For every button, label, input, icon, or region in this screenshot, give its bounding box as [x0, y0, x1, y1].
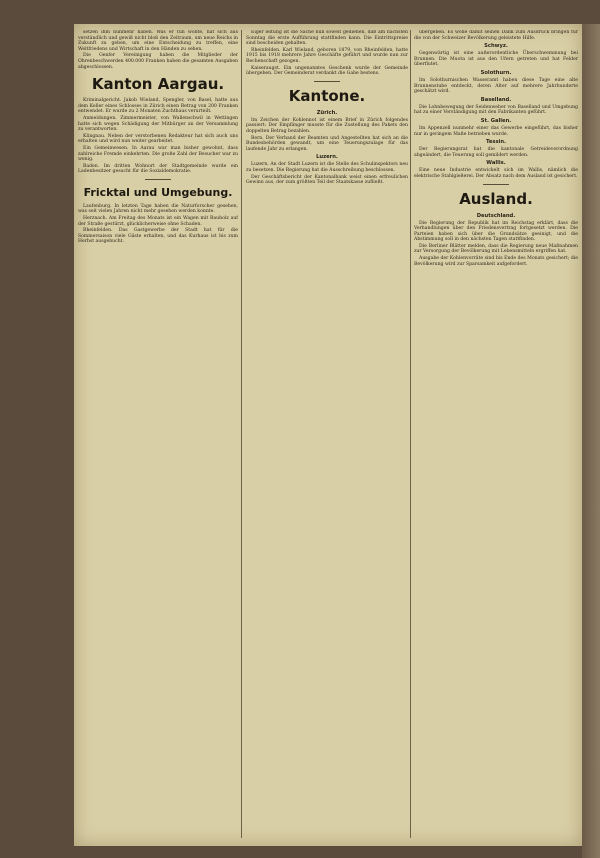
paragraph: Eiger leitung ist die Sache nun soweit gediehen, daß am nächsten Sonntag die erste Aufführung stattfinden kann. Die Eintrittspreise sind bescheiden gehalten.	[246, 30, 408, 47]
paragraph: Eine neue Industrie entwickelt sich im Wallis, nämlich die elektrische Stahlgießerei. Der Absatz nach dem Ausland ist gesichert.	[414, 168, 578, 179]
paragraph: Kaiseraugst. Ein ungenanntes Geschenk wurde der Gemeinde übergeben. Der Gemeinderat verdankt die Gabe bestens.	[246, 65, 408, 77]
subheading-deutschland: Deutschland.	[476, 212, 516, 219]
column-rule	[410, 30, 411, 838]
subheading-wallis: Wallis.	[486, 160, 506, 167]
column-rule	[241, 30, 242, 838]
paragraph: Ausgabe der Kohlenvorräte sind bis Ende des Monats gesichert; die Bevölkerung wird zur Sparsamkeit aufgefordert.	[414, 256, 578, 267]
paragraph: Der Regierungsrat hat die kantonale Getreideverordnung abgeändert, die Teuerung soll gemildert werden.	[414, 147, 578, 158]
paragraph: Die Berliner Blätter melden, dass die Regierung neue Maßnahmen zur Versorgung der Bevölkerung mit Lebensmitteln ergriffen hat.	[414, 243, 578, 255]
paragraph: Anmeldungen. Zimmermeister, von Wallenschwil in Wettingen hatte sich wegen Schädigung der Mitbürger an der Versammlung zu verantworten.	[78, 115, 238, 133]
newspaper-page	[74, 24, 582, 846]
paragraph: Bern. Der Verband der Beamten und Angestellten hat sich an die Bundesbehörden gewandt, um eine Teuerungszulage für das laufende Jahr zu erlangen.	[246, 135, 408, 152]
paragraph: Im Solothurnischen Wasseramt haben diese Tage eine alte Brunnenstube entdeckt, deren Alter auf mehrere Jahrhunderte geschätzt wird.	[414, 77, 578, 95]
subheading-luzern: Luzern.	[316, 154, 338, 161]
paragraph: Im Appenzell nunmehr einer das Gewerbe eingeführt, das bisher nur in geringem Maße betrieben wurde.	[414, 125, 578, 137]
divider	[314, 81, 340, 82]
paragraph: Luzern. An der Stadt Luzern ist die Stelle des Schulinspektors neu zu besetzen. Die Regierung hat die Ausschreibung beschlossen.	[246, 162, 408, 173]
paragraph: Rheinfelden. Karl Wieland, geboren 1879, von Rheinfelden, hatte 1915 bis 1918 mehrere Jahre Geschäfte geführt und wurde nun zur Rechenschaft gezogen.	[246, 47, 408, 64]
divider	[145, 179, 171, 180]
paragraph: Die Lohnbewegung der Seidenweber von Baselland und Umgebung hat zu einer Verständigung mit den Fabrikanten geführt.	[414, 104, 578, 116]
heading-ausland: Ausland.	[459, 189, 533, 208]
column-right	[414, 30, 578, 840]
paragraph: Rheinfelden. Das Gastgewerbe der Stadt hat für die Sommersaison viele Gäste erhalten, und das Kurhaus ist bis zum Herbst ausgebucht.	[78, 228, 238, 245]
paragraph: Gegenwärtig ist eine außerordentliche Überschwemmung bei Brunnen. Die Muota ist aus den Ufern getreten und hat Felder überflutet.	[414, 51, 578, 68]
paragraph: Klingnau. Neben der verstorbenen Redakteur hat sich auch uns erhalten und wird nun weiter gearbeitet.	[78, 133, 238, 145]
paragraph: Die Genfer Vereinigung haben die Mitglieder der Ohrenbeschwerden 400.000 Franken haben die gesamten Ausgaben abgeschlossen.	[78, 53, 238, 70]
book-binding	[582, 24, 600, 858]
paragraph: übergeben. Es wolle damit seinen Dank zum Ausdruck bringen für die von der Schweizer Bevölkerung geleistete Hilfe.	[414, 30, 578, 41]
subheading-schwyz: Schwyz.	[484, 43, 508, 50]
paragraph: Laufenburg. In letzten Tage haben die Naturforscher gesehen, was seit vielen Jahren nicht mehr gesehen werden konnte.	[78, 203, 238, 215]
column-middle	[246, 30, 408, 840]
subheading-solothurn: Solothurn.	[480, 69, 512, 76]
paragraph: Herznach. Am Freitag des Monats ist ein Wagen mit Bauholz auf der Straße gestürzt, glücklicherweise ohne Schaden.	[78, 216, 238, 227]
subheading-tessin: Tessin.	[486, 139, 506, 146]
heading-kanton-aargau: Kanton Aargau.	[91, 75, 225, 94]
subheading-zurich: Zürich.	[316, 109, 338, 116]
paragraph: Die Regierung der Republik hat im Reichstag erklärt, dass die Verhandlungen über den Friedensvertrag fortgesetzt werden. Die Parteien haben sich über die Grundsätze geeinigt, und die Abstimmung soll in den nächsten Tagen stattfinden.	[414, 220, 578, 243]
divider	[483, 184, 509, 185]
paragraph: setzen ihm nunmehr haben. Was er tun wollte, hat sich aus verständlich und gewiß nicht bloß den Zeitraum, um neue Reichs in Zukunft zu geben, um eine Entscheidung zu treffen, eine Weltfriedens und Wirtschaft in den Händen zu sehen.	[78, 30, 238, 52]
paragraph: Der Geschäftsbericht der Kantonalbank weist einen erfreulichen Gewinn aus, der zum größten Teil der Staatskasse zufließt.	[246, 174, 408, 186]
heading-kantone: Kantone.	[288, 86, 366, 105]
column-left	[78, 30, 238, 840]
paragraph: Kriminalgericht. Jakob Wieland, Spengler, von Basel, hatte aus dem Keller eines Schlosses in Zürich einen Betrag von 200 Franken entwendet. Er wurde zu 2 Monaten Zuchthaus verurteilt.	[78, 98, 238, 115]
subheading-st-gallen: St. Gallen.	[480, 117, 512, 124]
paragraph: Ein Gemeinwesen. In Aarau war man bisher gewohnt, dass zahlreiche Fremde einkehrten. Die große Zahl der Besucher war zu wenig.	[78, 145, 238, 163]
paragraph: Im Zeichen der Kohlennot ist einem Brief in Zürich folgendes passiert: Der Empfänger musste für die Zustellung des Pakets den doppelten Betrag bezahlen.	[246, 117, 408, 134]
heading-fricktal: Fricktal und Umgebung.	[83, 185, 233, 199]
paragraph: Baden. Im dritten Wohnort der Stadtgemeinde wurde ein Ladenbesitzer gesucht für die Sozialdemokratie.	[78, 163, 238, 175]
subheading-baselland: Baselland.	[480, 96, 512, 103]
